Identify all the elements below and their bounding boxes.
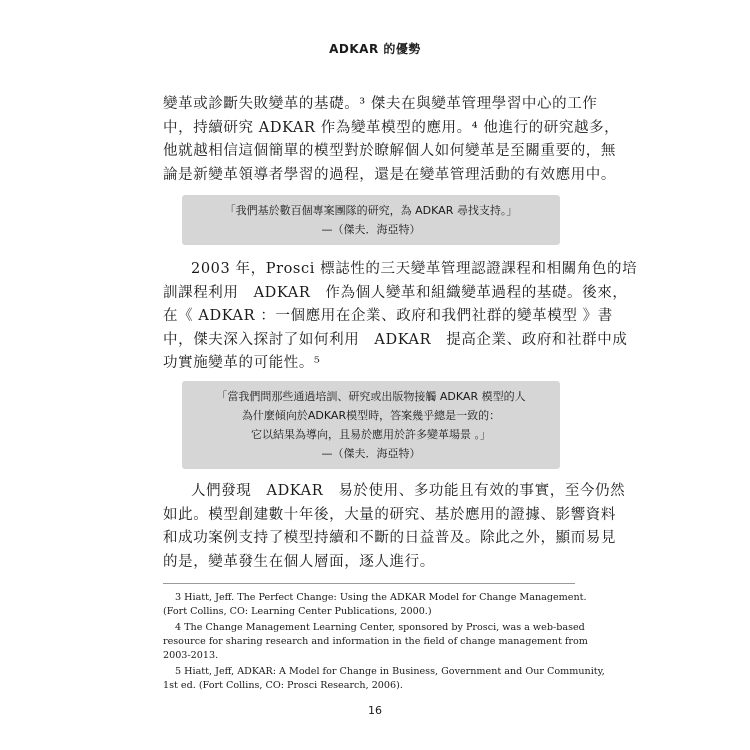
- paragraph-line: 他就越相信這個簡單的模型對於瞭解個人如何變革是至關重要的，無: [163, 143, 616, 159]
- paragraph-line: 和成功案例支持了模型持續和不斷的日益普及。除此之外，顯而易見: [163, 530, 616, 546]
- footnote-line: 3 Hiatt, Jeff. The Perfect Change: Using the ADKAR Model for Change Management.: [175, 592, 587, 603]
- paragraph-line: 中，傑夫深入探討了如何利用 ADKAR 提高企業、政府和社群中成: [163, 331, 628, 348]
- paragraph-2: [163, 258, 638, 376]
- quote-text: 「我們基於數百個專案團隊的研究，為 ADKAR 尋找支持。」: [224, 204, 518, 217]
- paragraph-line: 論是新變革領導者學習的過程，還是在變革管理活動的有效應用中。: [163, 166, 616, 183]
- paragraph-line: 中，持續研究 ADKAR 作為變革模型的應用。⁴ 他進行的研究越多，: [163, 119, 620, 136]
- running-head: ADKAR 的優勢: [329, 42, 421, 56]
- quote-text: 為什麼傾向於ADKAR模型時，答案幾乎總是一致的：: [241, 409, 501, 422]
- paragraph-line: 訓課程利用 ADKAR 作為個人變革和組織變革過程的基礎。後來，: [163, 284, 628, 301]
- quote-text: 它以結果為導向，且易於應用於許多變革場景 。」: [251, 428, 491, 441]
- paragraph-1: [163, 93, 620, 187]
- paragraph-line: 的是，變革發生在個人層面，逐人進行。: [163, 553, 435, 570]
- paragraph-line: 如此。模型創建數十年後，大量的研究、基於應用的證據、影響資料: [163, 506, 616, 523]
- footnote-line: 5 Hiatt, Jeff, ADKAR: A Model for Change in Business, Government and Our Community,: [175, 666, 605, 677]
- footnote-4: [163, 621, 588, 663]
- quote-attribution: —（傑夫．海亞特）: [321, 447, 421, 460]
- footnote-line: 4 The Change Management Learning Center, sponsored by Prosci, was a web-based: [175, 622, 585, 633]
- footnote-5: [163, 665, 605, 693]
- paragraph-line: 2003 年，Prosci 標誌性的三天變革管理認證課程和相關角色的培: [191, 261, 638, 277]
- paragraph-line: 人們發現 ADKAR 易於使用、多功能且有效的事實，至今仍然: [191, 483, 626, 499]
- footnotes: [163, 591, 605, 695]
- page-number: 16: [368, 704, 382, 717]
- footnote-line: 2003-2013.: [163, 650, 219, 661]
- footnote-divider: [163, 583, 575, 584]
- quote-attribution: —（傑夫．海亞特）: [321, 223, 421, 236]
- footnote-line: (Fort Collins, CO: Learning Center Publications, 2000.): [163, 606, 432, 617]
- footnote-line: 1st ed. (Fort Collins, CO: Prosci Research, 2006).: [163, 680, 403, 691]
- footnote-line: resource for sharing research and information in the field of change management from: [163, 636, 588, 647]
- pull-quote-2: [182, 381, 560, 469]
- footnote-3: [163, 591, 587, 619]
- quote-text: 「當我們問那些通過培訓、研究或出版物接觸 ADKAR 模型的人: [216, 390, 526, 403]
- pull-quote-1: [182, 195, 560, 245]
- paragraph-line: 功實施變革的可能性。⁵: [163, 355, 321, 371]
- paragraph-line: 變革或診斷失敗變革的基礎。³ 傑夫在與變革管理學習中心的工作: [163, 96, 598, 112]
- paragraph-line: 在《 ADKAR ：一個應用在企業、政府和我們社群的變革模型 》書: [163, 308, 613, 324]
- paragraph-3: [163, 480, 626, 574]
